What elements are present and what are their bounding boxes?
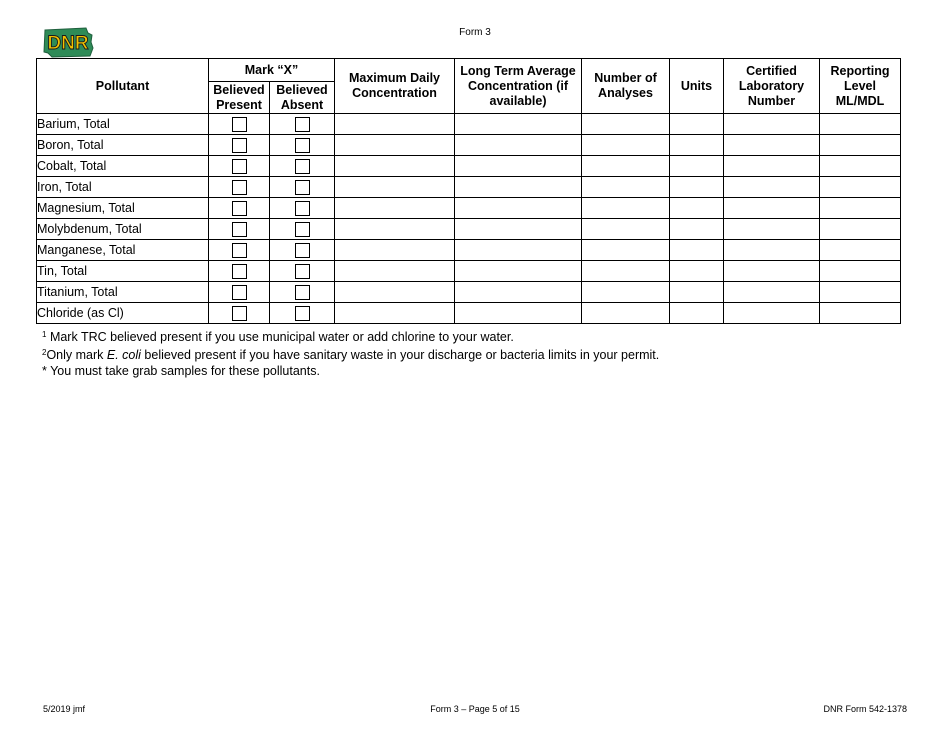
pollutant-name: Manganese, Total	[37, 240, 209, 261]
certified-lab-field[interactable]	[724, 135, 820, 156]
reporting-level-field[interactable]	[820, 240, 901, 261]
certified-lab-field[interactable]	[724, 114, 820, 135]
footnote-1	[42, 327, 659, 345]
number-of-analyses-field[interactable]	[582, 303, 670, 324]
number-of-analyses-field[interactable]	[582, 135, 670, 156]
table-row	[37, 282, 901, 303]
table-body	[37, 114, 901, 324]
table-row	[37, 135, 901, 156]
max-daily-field[interactable]	[335, 240, 455, 261]
believed-absent-checkbox[interactable]	[295, 180, 310, 195]
col-believed-present: Believed Present	[209, 82, 270, 114]
max-daily-field[interactable]	[335, 261, 455, 282]
max-daily-field[interactable]	[335, 198, 455, 219]
believed-present-checkbox[interactable]	[232, 243, 247, 258]
col-reporting-level: Reporting Level ML/MDL	[820, 59, 901, 114]
table-row	[37, 156, 901, 177]
checkbox-cell	[270, 303, 335, 324]
units-field[interactable]	[670, 177, 724, 198]
checkbox-cell	[209, 240, 270, 261]
checkbox-cell	[270, 240, 335, 261]
checkbox-cell	[270, 219, 335, 240]
units-field[interactable]	[670, 135, 724, 156]
reporting-level-field[interactable]	[820, 198, 901, 219]
believed-present-checkbox[interactable]	[232, 117, 247, 132]
pollutant-name: Iron, Total	[37, 177, 209, 198]
checkbox-cell	[209, 282, 270, 303]
checkbox-cell	[209, 177, 270, 198]
units-field[interactable]	[670, 261, 724, 282]
pollutant-name: Chloride (as Cl)	[37, 303, 209, 324]
certified-lab-field[interactable]	[724, 282, 820, 303]
max-daily-field[interactable]	[335, 219, 455, 240]
believed-absent-checkbox[interactable]	[295, 285, 310, 300]
checkbox-cell	[270, 114, 335, 135]
checkbox-cell	[270, 261, 335, 282]
reporting-level-field[interactable]	[820, 135, 901, 156]
certified-lab-field[interactable]	[724, 240, 820, 261]
form-title: Form 3	[459, 27, 491, 38]
number-of-analyses-field[interactable]	[582, 156, 670, 177]
believed-present-checkbox[interactable]	[232, 138, 247, 153]
pollutant-name: Cobalt, Total	[37, 156, 209, 177]
long-term-average-field[interactable]	[455, 177, 582, 198]
reporting-level-field[interactable]	[820, 114, 901, 135]
footer-date: 5/2019 jmf	[43, 704, 86, 714]
pollutant-name: Magnesium, Total	[37, 198, 209, 219]
table-row	[37, 177, 901, 198]
table-row	[37, 219, 901, 240]
checkbox-cell	[209, 198, 270, 219]
pollutant-name: Molybdenum, Total	[37, 219, 209, 240]
reporting-level-field[interactable]	[820, 303, 901, 324]
footnote-text: Mark TRC believed present if you use municipal water or add chlorine to your water.	[49, 330, 514, 344]
col-max-daily: Maximum Daily Concentration	[335, 59, 455, 114]
units-field[interactable]	[670, 114, 724, 135]
pollutant-name: Barium, Total	[37, 114, 209, 135]
reporting-level-field[interactable]	[820, 177, 901, 198]
table-row	[37, 240, 901, 261]
number-of-analyses-field[interactable]	[582, 198, 670, 219]
footnote-marker: 2	[42, 348, 47, 357]
footer-page: Form 3 – Page 5 of 15	[430, 704, 520, 714]
checkbox-cell	[209, 303, 270, 324]
long-term-average-field[interactable]	[455, 282, 582, 303]
table-row	[37, 303, 901, 324]
checkbox-cell	[209, 219, 270, 240]
units-field[interactable]	[670, 219, 724, 240]
col-certified-lab: Certified Laboratory Number	[724, 59, 820, 114]
max-daily-field[interactable]	[335, 177, 455, 198]
number-of-analyses-field[interactable]	[582, 240, 670, 261]
long-term-average-field[interactable]	[455, 135, 582, 156]
believed-present-checkbox[interactable]	[232, 222, 247, 237]
max-daily-field[interactable]	[335, 282, 455, 303]
footnote-text: Only mark	[46, 348, 107, 362]
reporting-level-field[interactable]	[820, 219, 901, 240]
reporting-level-field[interactable]	[820, 261, 901, 282]
checkbox-cell	[209, 114, 270, 135]
long-term-average-field[interactable]	[455, 261, 582, 282]
believed-absent-checkbox[interactable]	[295, 222, 310, 237]
believed-absent-checkbox[interactable]	[295, 138, 310, 153]
table-row	[37, 198, 901, 219]
believed-absent-checkbox[interactable]	[295, 306, 310, 321]
max-daily-field[interactable]	[335, 114, 455, 135]
certified-lab-field[interactable]	[724, 198, 820, 219]
pollutant-name: Titanium, Total	[37, 282, 209, 303]
long-term-average-field[interactable]	[455, 156, 582, 177]
units-field[interactable]	[670, 282, 724, 303]
long-term-average-field[interactable]	[455, 219, 582, 240]
units-field[interactable]	[670, 198, 724, 219]
believed-present-checkbox[interactable]	[232, 264, 247, 279]
col-mark-x: Mark “X”	[209, 59, 335, 82]
checkbox-cell	[209, 156, 270, 177]
certified-lab-field[interactable]	[724, 261, 820, 282]
max-daily-field[interactable]	[335, 303, 455, 324]
pollutant-table	[36, 58, 901, 324]
table-row	[37, 114, 901, 135]
checkbox-cell	[209, 261, 270, 282]
certified-lab-field[interactable]	[724, 177, 820, 198]
footnote-marker: 1	[42, 330, 47, 339]
col-believed-absent: Believed Absent	[270, 82, 335, 114]
col-pollutant: Pollutant	[37, 59, 209, 114]
believed-absent-checkbox[interactable]	[295, 159, 310, 174]
long-term-average-field[interactable]	[455, 198, 582, 219]
pollutant-name: Tin, Total	[37, 261, 209, 282]
believed-present-checkbox[interactable]	[232, 285, 247, 300]
certified-lab-field[interactable]	[724, 219, 820, 240]
footnote-text: believed present if you have sanitary waste in your discharge or bacteria limits in your permit.	[140, 348, 660, 362]
footnote-emphasis: E. coli	[106, 348, 141, 362]
units-field[interactable]	[670, 303, 724, 324]
col-long-term-average: Long Term Average Concentration (if available)	[455, 59, 582, 114]
reporting-level-field[interactable]	[820, 282, 901, 303]
max-daily-field[interactable]	[335, 156, 455, 177]
believed-absent-checkbox[interactable]	[295, 243, 310, 258]
checkbox-cell	[270, 177, 335, 198]
checkbox-cell	[270, 198, 335, 219]
footnote-3: * You must take grab samples for these pollutants.	[42, 364, 320, 378]
units-field[interactable]	[670, 156, 724, 177]
reporting-level-field[interactable]	[820, 156, 901, 177]
number-of-analyses-field[interactable]	[582, 219, 670, 240]
units-field[interactable]	[670, 240, 724, 261]
checkbox-cell	[270, 282, 335, 303]
number-of-analyses-field[interactable]	[582, 114, 670, 135]
footnotes	[42, 327, 659, 379]
pollutant-name: Boron, Total	[37, 135, 209, 156]
footnote-2	[42, 345, 659, 363]
believed-present-checkbox[interactable]	[232, 306, 247, 321]
max-daily-field[interactable]	[335, 135, 455, 156]
checkbox-cell	[270, 135, 335, 156]
checkbox-cell	[209, 135, 270, 156]
believed-absent-checkbox[interactable]	[295, 264, 310, 279]
long-term-average-field[interactable]	[455, 303, 582, 324]
col-units: Units	[670, 59, 724, 114]
believed-present-checkbox[interactable]	[232, 180, 247, 195]
dnr-logo-text: DNR	[47, 33, 89, 54]
believed-absent-checkbox[interactable]	[295, 201, 310, 216]
number-of-analyses-field[interactable]	[582, 177, 670, 198]
certified-lab-field[interactable]	[724, 156, 820, 177]
believed-absent-checkbox[interactable]	[295, 117, 310, 132]
number-of-analyses-field[interactable]	[582, 282, 670, 303]
col-number-of-analyses: Number of Analyses	[582, 59, 670, 114]
long-term-average-field[interactable]	[455, 114, 582, 135]
checkbox-cell	[270, 156, 335, 177]
believed-present-checkbox[interactable]	[232, 159, 247, 174]
long-term-average-field[interactable]	[455, 240, 582, 261]
footer-form-number: DNR Form 542-1378	[823, 704, 907, 714]
number-of-analyses-field[interactable]	[582, 261, 670, 282]
certified-lab-field[interactable]	[724, 303, 820, 324]
table-row	[37, 261, 901, 282]
believed-present-checkbox[interactable]	[232, 201, 247, 216]
